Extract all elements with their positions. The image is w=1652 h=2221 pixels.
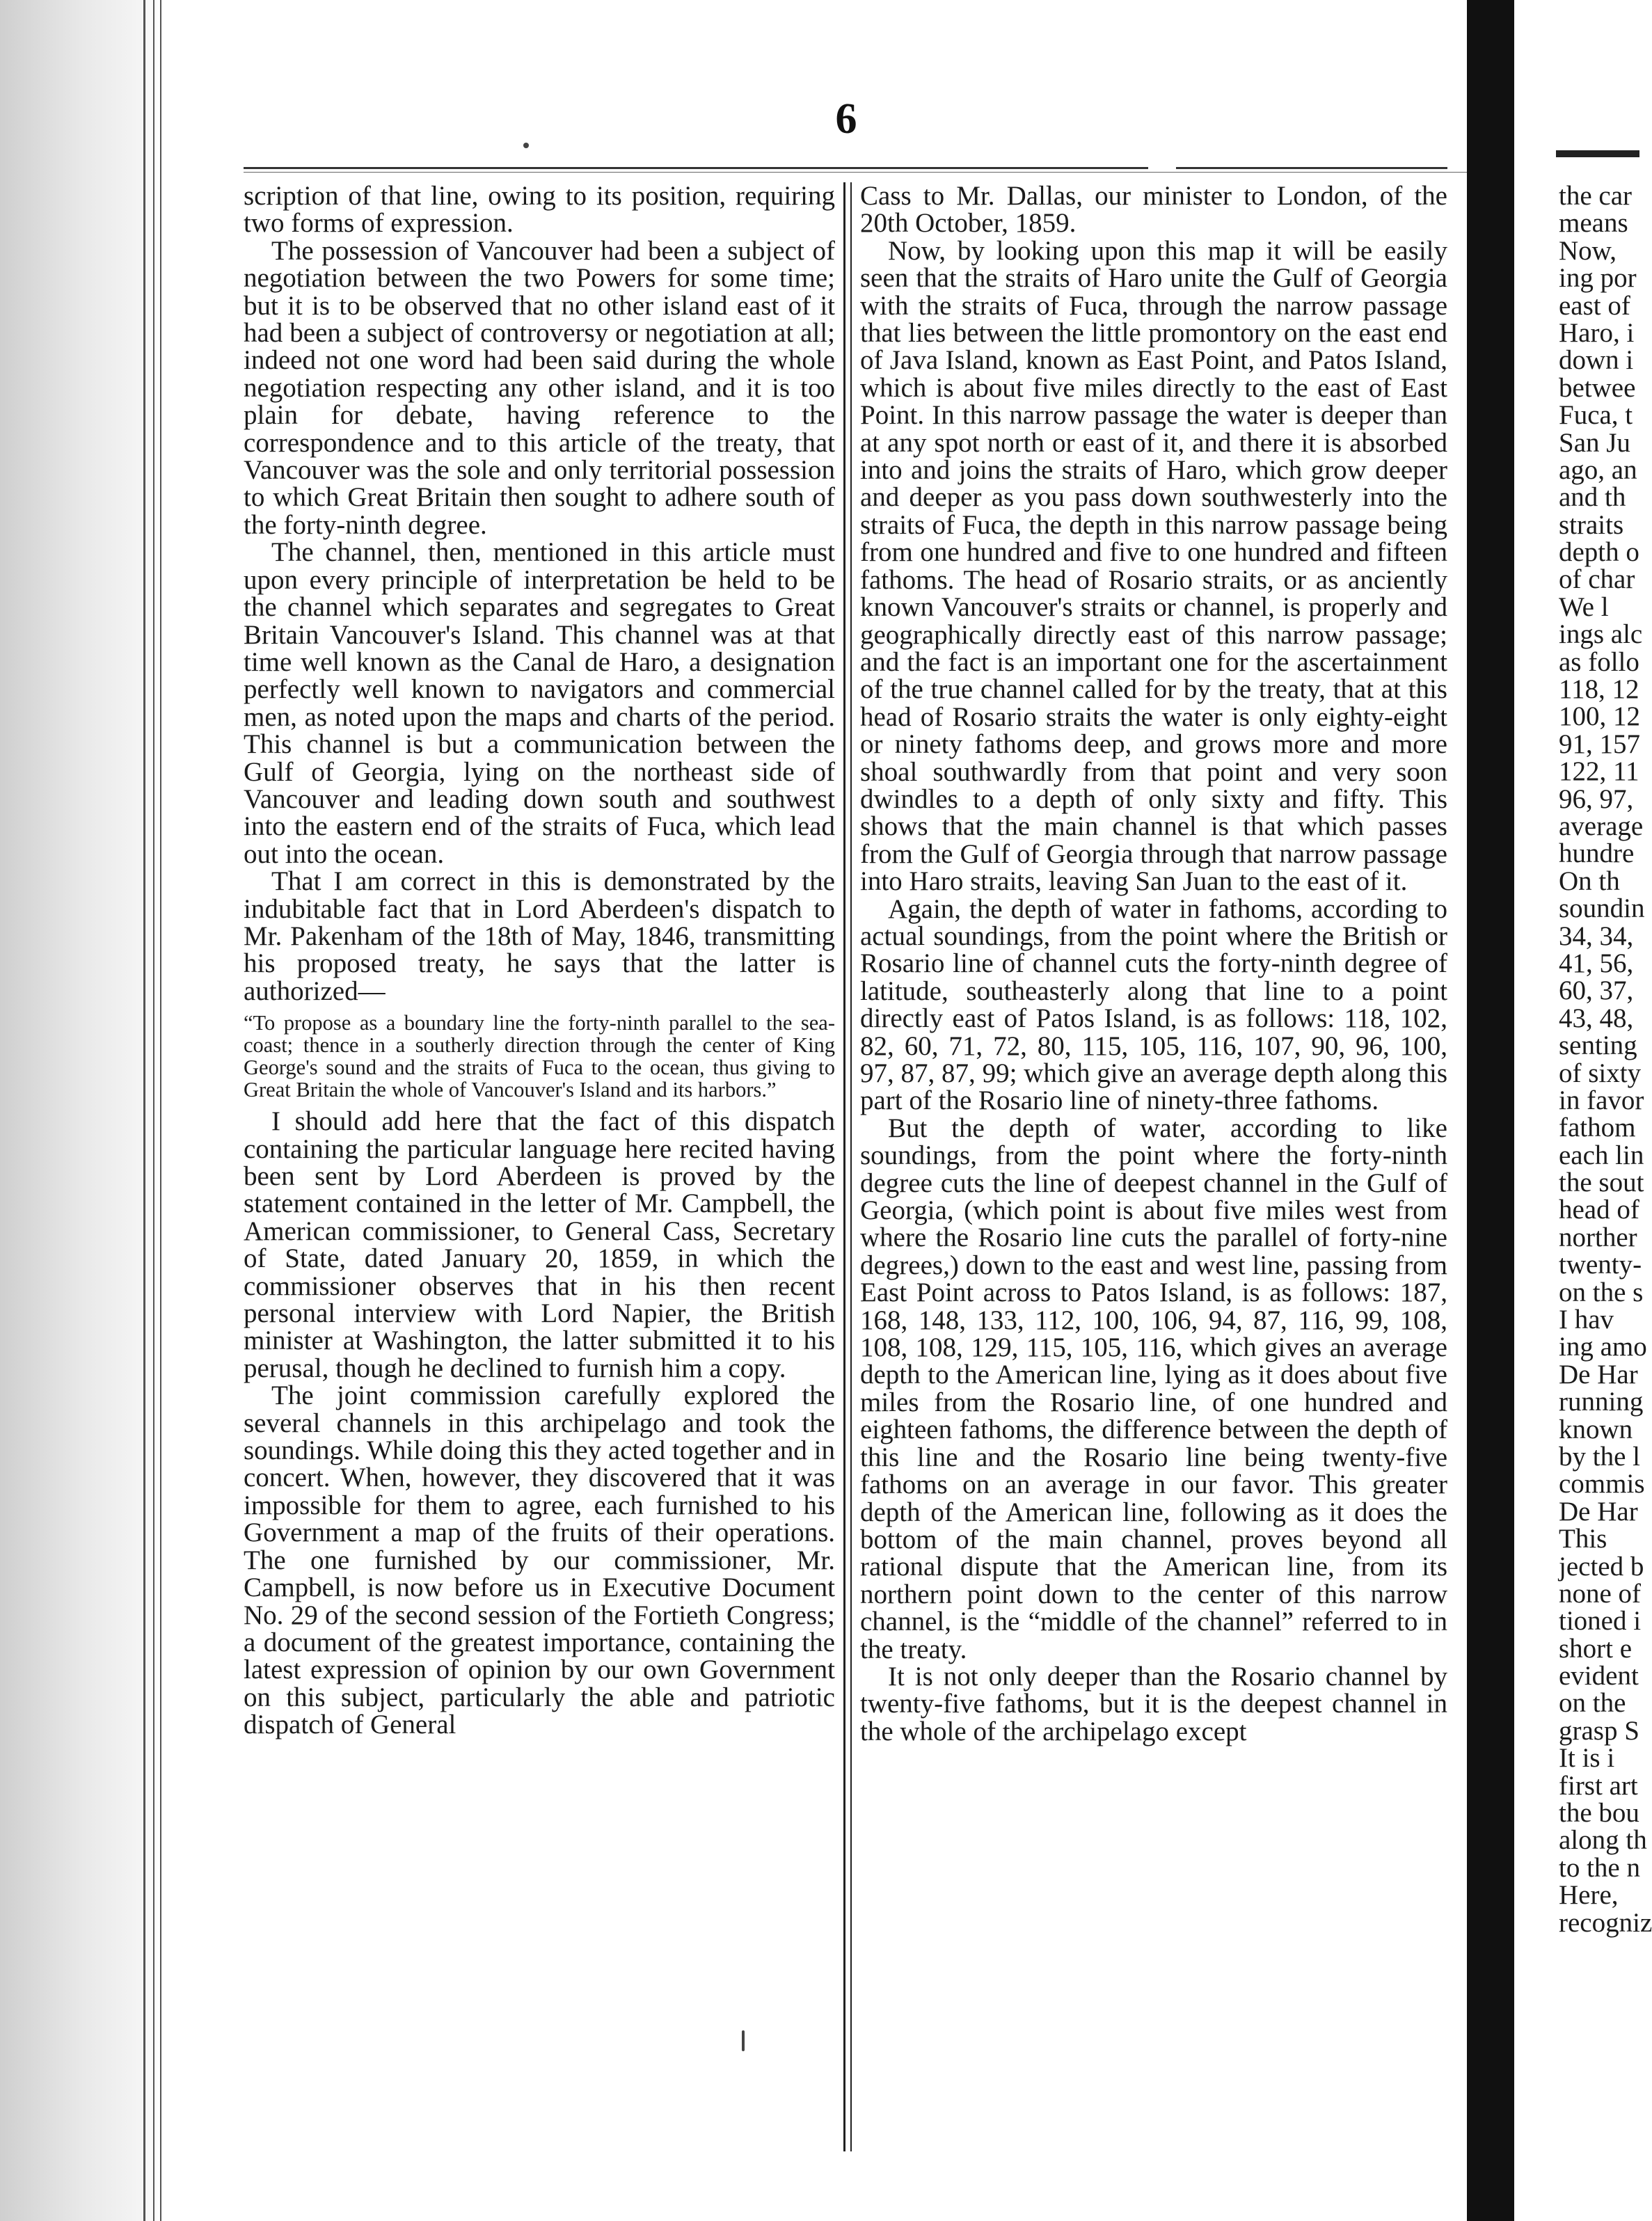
facing-page-line: norther bbox=[1559, 1222, 1637, 1252]
facing-page-line: to the n bbox=[1559, 1852, 1640, 1883]
facing-page-line: recogniz bbox=[1559, 1907, 1652, 1938]
facing-page-line: 34, 34, bbox=[1559, 921, 1634, 951]
facing-page-line: evident bbox=[1559, 1661, 1639, 1691]
facing-page-line: We l bbox=[1559, 591, 1609, 622]
facing-page-line: De Har bbox=[1559, 1359, 1638, 1390]
left-paragraphs-after bbox=[244, 1108, 835, 1738]
facing-page-line: along th bbox=[1559, 1825, 1647, 1856]
facing-page-column bbox=[1559, 181, 1652, 1938]
facing-page-line: each lin bbox=[1559, 1140, 1644, 1170]
facing-page-line: first art bbox=[1559, 1770, 1638, 1801]
binding-rule bbox=[143, 0, 145, 2221]
facing-page-shadow bbox=[1467, 0, 1514, 2221]
scan-binding-shadow bbox=[0, 0, 161, 2221]
facing-page-line: ing por bbox=[1559, 263, 1637, 294]
column-right bbox=[860, 182, 1447, 1745]
facing-page-line: the bou bbox=[1559, 1798, 1639, 1829]
facing-page-line: of sixty bbox=[1559, 1058, 1642, 1088]
paragraph: Cass to Mr. Dallas, our minister to London, of the 20th October, 1859. bbox=[860, 181, 1447, 239]
facing-page-line: Fuca, t bbox=[1559, 400, 1633, 431]
facing-page-line: ing amo bbox=[1559, 1332, 1647, 1362]
ink-speck bbox=[523, 143, 529, 148]
facing-page-line: fathom bbox=[1559, 1113, 1636, 1143]
facing-page-line: 60, 37, bbox=[1559, 976, 1634, 1006]
facing-page-line: jected b bbox=[1559, 1551, 1644, 1582]
facing-page-line: east of bbox=[1559, 290, 1630, 321]
paragraph: scription of that line, owing to its position, requiring two forms of expression. bbox=[244, 181, 835, 239]
binding-rule bbox=[160, 0, 161, 2221]
binding-rule bbox=[153, 0, 154, 2221]
facing-page-line: ings alc bbox=[1559, 619, 1643, 650]
facing-page-line: 100, 12 bbox=[1559, 701, 1640, 732]
header-rule bbox=[1176, 167, 1447, 169]
header-rule bbox=[244, 167, 1148, 169]
facing-page-line: means bbox=[1559, 208, 1628, 239]
facing-page-line: on the s bbox=[1559, 1277, 1644, 1307]
paragraph: The possession of Vancouver had been a subject of negotiation between the two Powers for some time; but it is to be observed that no other island east of it had been a subject of controversy or negotiation at all; indeed not one word had been said during the whole negotiation respecting any other island, and it is too plain for debate, having reference to the correspondence and to this article of the treaty, that Vancouver was the sole and only territorial possession to which Great Britain then sought to adhere south of the forty-ninth degree. bbox=[244, 235, 835, 540]
facing-page-line: It is i bbox=[1559, 1743, 1615, 1774]
facing-page-line: head of bbox=[1559, 1195, 1639, 1225]
facing-page-line: This bbox=[1559, 1524, 1607, 1554]
facing-page-line: short e bbox=[1559, 1633, 1633, 1664]
paragraph: I should add here that the fact of this dispatch containing the particular language here recited having been sent by Lord Aberdeen is proved by the statement contained in the letter of Mr. Campbell, the American commissioner, to General Cass, Secretary of State, dated January 20, 1859, in which the commissioner observes that in his then recent personal interview with Lord Napier, the British minister at Washington, the latter submitted it to his perusal, though he declined to furnish him a copy. bbox=[244, 1106, 835, 1383]
facing-page-line: betwee bbox=[1559, 372, 1636, 403]
facing-page-line: Now, bbox=[1559, 235, 1617, 266]
page-number: 6 bbox=[835, 95, 857, 143]
facing-page-rule bbox=[1556, 150, 1639, 157]
paragraph: The channel, then, mentioned in this article must upon every principle of interpretation be held to be the channel which separates and segregates to Great Britain Vancouver's Island. This channel was at that time well known as the Canal de Haro, a designation perfectly well known to navigators and commercial men, as noted upon the maps and charts of the period. This channel is but a communication between the Gulf of Georgia, lying on the northeast side of Vancouver and leading down south and southwest into the eastern end of the straits of Fuca, which lead out into the ocean. bbox=[244, 537, 835, 869]
right-paragraphs bbox=[860, 182, 1447, 1745]
facing-page-line: none of bbox=[1559, 1578, 1642, 1609]
facing-page-line: depth o bbox=[1559, 537, 1639, 568]
facing-page-line: of char bbox=[1559, 564, 1635, 595]
facing-page-line: the car bbox=[1559, 181, 1633, 211]
column-left bbox=[244, 182, 835, 1739]
column-separator bbox=[850, 182, 852, 2151]
facing-page-line: known bbox=[1559, 1414, 1633, 1444]
facing-page-line: 43, 48, bbox=[1559, 1003, 1634, 1033]
paragraph: The joint commission carefully explored the several channels in this archipelago and took the soundings. While doing this they acted together and in concert. When, however, they discovered that it was impossible for them to agree, each furnished to his Government a map of the fruits of their operations. The one furnished by our commissioner, Mr. Campbell, is now before us in Executive Document No. 29 of the second session of the Fortieth Congress; a document of the greatest importance, containing the latest expression of opinion by our own Government on this subject, particularly the able and patriotic dispatch of General bbox=[244, 1380, 835, 1740]
facing-page-line: 118, 12 bbox=[1559, 674, 1639, 705]
facing-page-line: commis bbox=[1559, 1469, 1645, 1499]
facing-page-line: 122, 11 bbox=[1559, 756, 1639, 787]
facing-page-line: 41, 56, bbox=[1559, 948, 1634, 978]
facing-page-line: grasp S bbox=[1559, 1715, 1639, 1746]
facing-page-line: in favor bbox=[1559, 1085, 1644, 1115]
column-separator bbox=[843, 182, 845, 2151]
facing-page-line: ago, an bbox=[1559, 454, 1637, 485]
facing-page-line: twenty- bbox=[1559, 1250, 1642, 1280]
facing-page-line: On th bbox=[1559, 866, 1620, 896]
facing-page-line: 96, 97, bbox=[1559, 783, 1634, 814]
facing-page-line: San Ju bbox=[1559, 427, 1630, 458]
paragraph: That I am correct in this is demonstrated by the indubitable fact that in Lord Aberdeen's dispatch to Mr. Pakenham of the 18th of May, 1846, transmitting his proposed treaty, he says that the latter is authorized— bbox=[244, 866, 835, 1006]
facing-page-line: tioned i bbox=[1559, 1606, 1642, 1637]
facing-page-line: straits bbox=[1559, 509, 1624, 540]
facing-page-line: the sout bbox=[1559, 1168, 1644, 1198]
facing-page-line: as follo bbox=[1559, 646, 1639, 677]
facing-page-line: De Har bbox=[1559, 1496, 1638, 1527]
paragraph: But the depth of water, according to like soundings, from the point where the forty-ninth degree cuts the line of deepest channel in the Gulf of Georgia, (which point is about five miles west from where the Rosario line cuts the parallel of forty-nine degrees,) down to the east and west line, passing from East Point across to Patos Island, is as follows: 187, 168, 148, 133, 112, 100, 106, 94, 87, 116, 99, 108, 108, 108, 129, 115, 105, 116, which gives an average depth to the American line, lying as it does about five miles from the Rosario line, of one hundred and eighteen fathoms, the difference between the depth of this line and the Rosario line being twenty-five fathoms on an average in our favor. This greater depth of the American line, following as it does the bottom of the main channel, proves beyond all rational dispute that the American line, from its northern point down to the center of this narrow channel, is the “middle of the channel” referred to in the treaty. bbox=[860, 1113, 1447, 1664]
left-paragraphs bbox=[244, 182, 835, 1005]
facing-page-line: 91, 157 bbox=[1559, 729, 1640, 759]
facing-page-line: hundre bbox=[1559, 838, 1635, 869]
facing-page-line: soundin bbox=[1559, 893, 1645, 924]
paragraph: Now, by looking upon this map it will be easily seen that the straits of Haro unite the Gulf of Georgia with the straits of Fuca, through the narrow passage that lies between the little promontory on the east end of Java Island, known as East Point, and Patos Island, which is about five miles directly to the east of East Point. In this narrow passage the water is deeper than at any spot north or east of it, and there it is absorbed into and joins the straits of Haro, which grow deeper and deeper as you pass down southwesterly into the straits of Fuca, the depth in this narrow passage being from one hundred and five to one hundred and fifteen fathoms. The head of Rosario straits, or as anciently known Vancouver's straits or channel, is properly and geographically directly east of this narrow passage; and the fact is an important one for the ascertainment of the true channel called for by the treaty, that at this head of Rosario straits the water is only eighty-eight or ninety fathoms deep, and grows more and more shoal southwardly from that point and very soon dwindles to a depth of only sixty and fifty. This shows that the main channel is that which passes from the Gulf of Georgia through that narrow passage into Haro straits, leaving San Juan to the east of it. bbox=[860, 235, 1447, 897]
facing-page-line: average bbox=[1559, 811, 1644, 841]
paragraph: Again, the depth of water in fathoms, according to actual soundings, from the point where the British or Rosario line of channel cuts the forty-ninth degree of latitude, southeasterly along that line to a point directly east of Patos Island, is as follows: 118, 102, 82, 60, 71, 72, 80, 115, 105, 116, 107, 90, 96, 100, 97, 87, 87, 99; which give an average depth along this part of the Rosario line of ninety-three fathoms. bbox=[860, 893, 1447, 1116]
facing-page-line: on the bbox=[1559, 1688, 1626, 1719]
facing-page-line: I hav bbox=[1559, 1305, 1614, 1335]
header-rule bbox=[244, 172, 1496, 173]
facing-page-line: Here, bbox=[1559, 1880, 1619, 1911]
facing-page-line: and th bbox=[1559, 482, 1626, 513]
ink-speck bbox=[742, 2030, 745, 2051]
block-quote: “To propose as a boundary line the forty-ninth parallel to the sea-coast; thence in a southerly direction through the center of King George's sound and the straits of Fuca to the ocean, thus giving to Great Britain the whole of Vancouver's Island and its harbors.” bbox=[244, 1011, 835, 1102]
paragraph: It is not only deeper than the Rosario channel by twenty-five fathoms, but it is the deepest channel in the whole of the archipelago except bbox=[860, 1661, 1447, 1746]
facing-page-line: Haro, i bbox=[1559, 317, 1635, 348]
facing-page-line: senting bbox=[1559, 1030, 1637, 1061]
facing-page-line: running bbox=[1559, 1387, 1644, 1417]
facing-page-line: down i bbox=[1559, 345, 1634, 376]
facing-page-line: by the l bbox=[1559, 1441, 1640, 1472]
